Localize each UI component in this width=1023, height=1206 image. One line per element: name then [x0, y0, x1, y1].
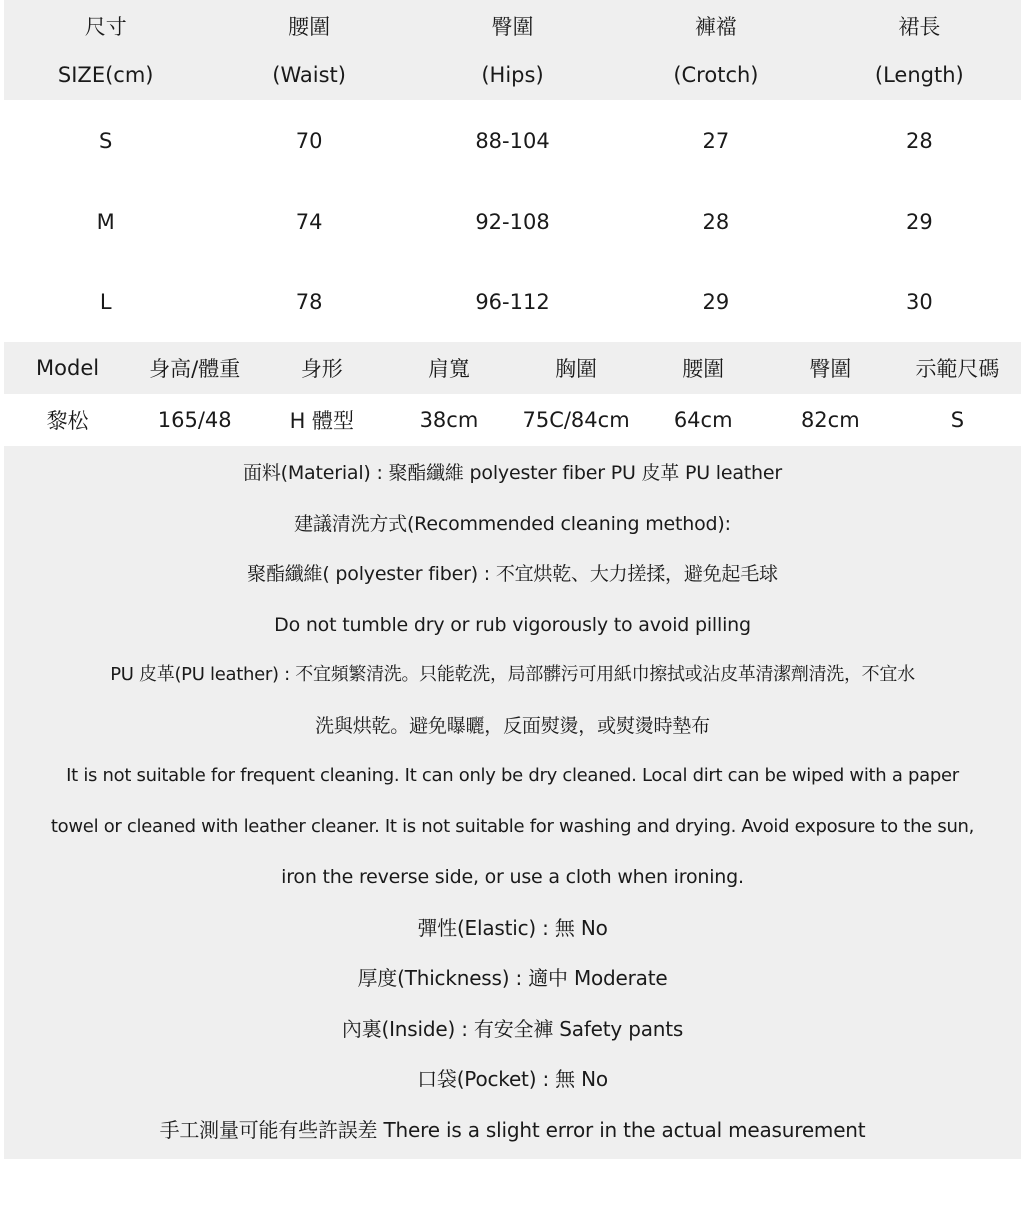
header-cell: 腰圍 [682, 357, 725, 381]
header-cell: 身形 [300, 357, 343, 381]
table-cell: 75C/84cm [522, 408, 630, 432]
cleaning-title: 建議清洗方式(Recommended cleaning method): [294, 512, 731, 535]
table-cell: 38cm [419, 408, 479, 432]
header-cell: 腰圍 [288, 15, 331, 39]
header-cell: 尺寸 [84, 15, 127, 39]
table-cell: 27 [702, 129, 730, 153]
header-cell: 示範尺碼 [915, 357, 1000, 381]
table-cell: 29 [905, 210, 933, 234]
table-cell: 黎松 [46, 409, 89, 433]
header-cell: 肩寬 [427, 357, 470, 381]
material-line: 面料(Material) : 聚酯纖維 polyester fiber PU 皮革 PU leather [243, 462, 782, 484]
table-row [4, 182, 1021, 262]
pu-care-zh-line-1: PU 皮革(PU leather) : 不宜頻繁清洗。只能乾洗，局部髒污可用紙巾擦拭或沾皮革清潔劑清洗，不宜水 [110, 664, 915, 685]
size-table [4, 0, 1021, 342]
header-cell: 臀圍 [809, 357, 852, 381]
header-cell: (Length) [874, 63, 964, 87]
pu-care-en-line-3: iron the reverse side, or use a cloth when ironing. [281, 866, 744, 888]
table-cell: 74 [295, 210, 323, 234]
table-cell: 78 [295, 290, 323, 314]
table-cell: 82cm [800, 408, 860, 432]
measurement-note: 手工測量可能有些許誤差 There is a slight error in the actual measurement [159, 1117, 866, 1142]
thickness-line: 厚度(Thickness) : 適中 Moderate [357, 966, 668, 990]
elastic-line: 彈性(Elastic) : 無 No [417, 915, 608, 940]
header-cell: (Waist) [272, 63, 346, 87]
header-cell: (Hips) [481, 63, 544, 87]
table-cell: 92-108 [475, 210, 550, 234]
table-cell: 96-112 [475, 290, 550, 314]
table-row [4, 394, 1021, 446]
header-cell: 臀圍 [491, 15, 534, 39]
polyester-care-en: Do not tumble dry or rub vigorously to avoid pilling [274, 613, 751, 636]
pu-care-en-line-1: It is not suitable for frequent cleaning. It can only be dry cleaned. Local dirt can be wiped with a paper [66, 765, 959, 786]
header-cell: 裙長 [898, 15, 941, 39]
table-row [4, 262, 1021, 342]
product-details [4, 446, 1021, 1159]
table-cell: 29 [702, 290, 730, 314]
table-cell: 70 [295, 129, 323, 153]
pu-care-en-line-2: towel or cleaned with leather cleaner. It is not suitable for washing and drying. Avoid exposure to the sun, [50, 815, 975, 837]
table-cell: 165/48 [157, 408, 232, 432]
pocket-line: 口袋(Pocket) : 無 No [417, 1067, 608, 1091]
header-cell: (Crotch) [673, 63, 759, 87]
header-cell: 胸圍 [555, 357, 598, 381]
polyester-care-zh: 聚酯纖維( polyester fiber) : 不宜烘乾、大力搓揉，避免起毛球 [247, 563, 778, 585]
table-cell: 30 [905, 290, 933, 314]
inside-line: 內裏(Inside) : 有安全褲 Safety pants [341, 1016, 684, 1041]
table-cell: S [950, 408, 965, 432]
table-cell: S [99, 129, 113, 153]
header-cell: Model [36, 356, 100, 380]
table-cell: 28 [702, 210, 730, 234]
header-cell: 身高/體重 [149, 357, 241, 381]
table-cell: L [99, 290, 112, 314]
size-table-header-zh [4, 0, 1021, 50]
header-cell: SIZE(cm) [57, 63, 154, 87]
table-cell: 28 [905, 129, 933, 153]
table-row [4, 100, 1021, 182]
pu-care-zh-line-2: 洗與烘乾。避免曝曬，反面熨燙，或熨燙時墊布 [315, 714, 710, 737]
table-cell: 64cm [673, 408, 733, 432]
model-table-header [4, 342, 1021, 394]
model-table [4, 342, 1021, 446]
table-cell: M [96, 210, 115, 234]
table-cell: H 體型 [289, 409, 355, 433]
product-info-sheet [4, 0, 1021, 1159]
header-cell: 褲襠 [694, 15, 737, 39]
size-table-header-en [4, 50, 1021, 100]
table-cell: 88-104 [475, 129, 550, 153]
